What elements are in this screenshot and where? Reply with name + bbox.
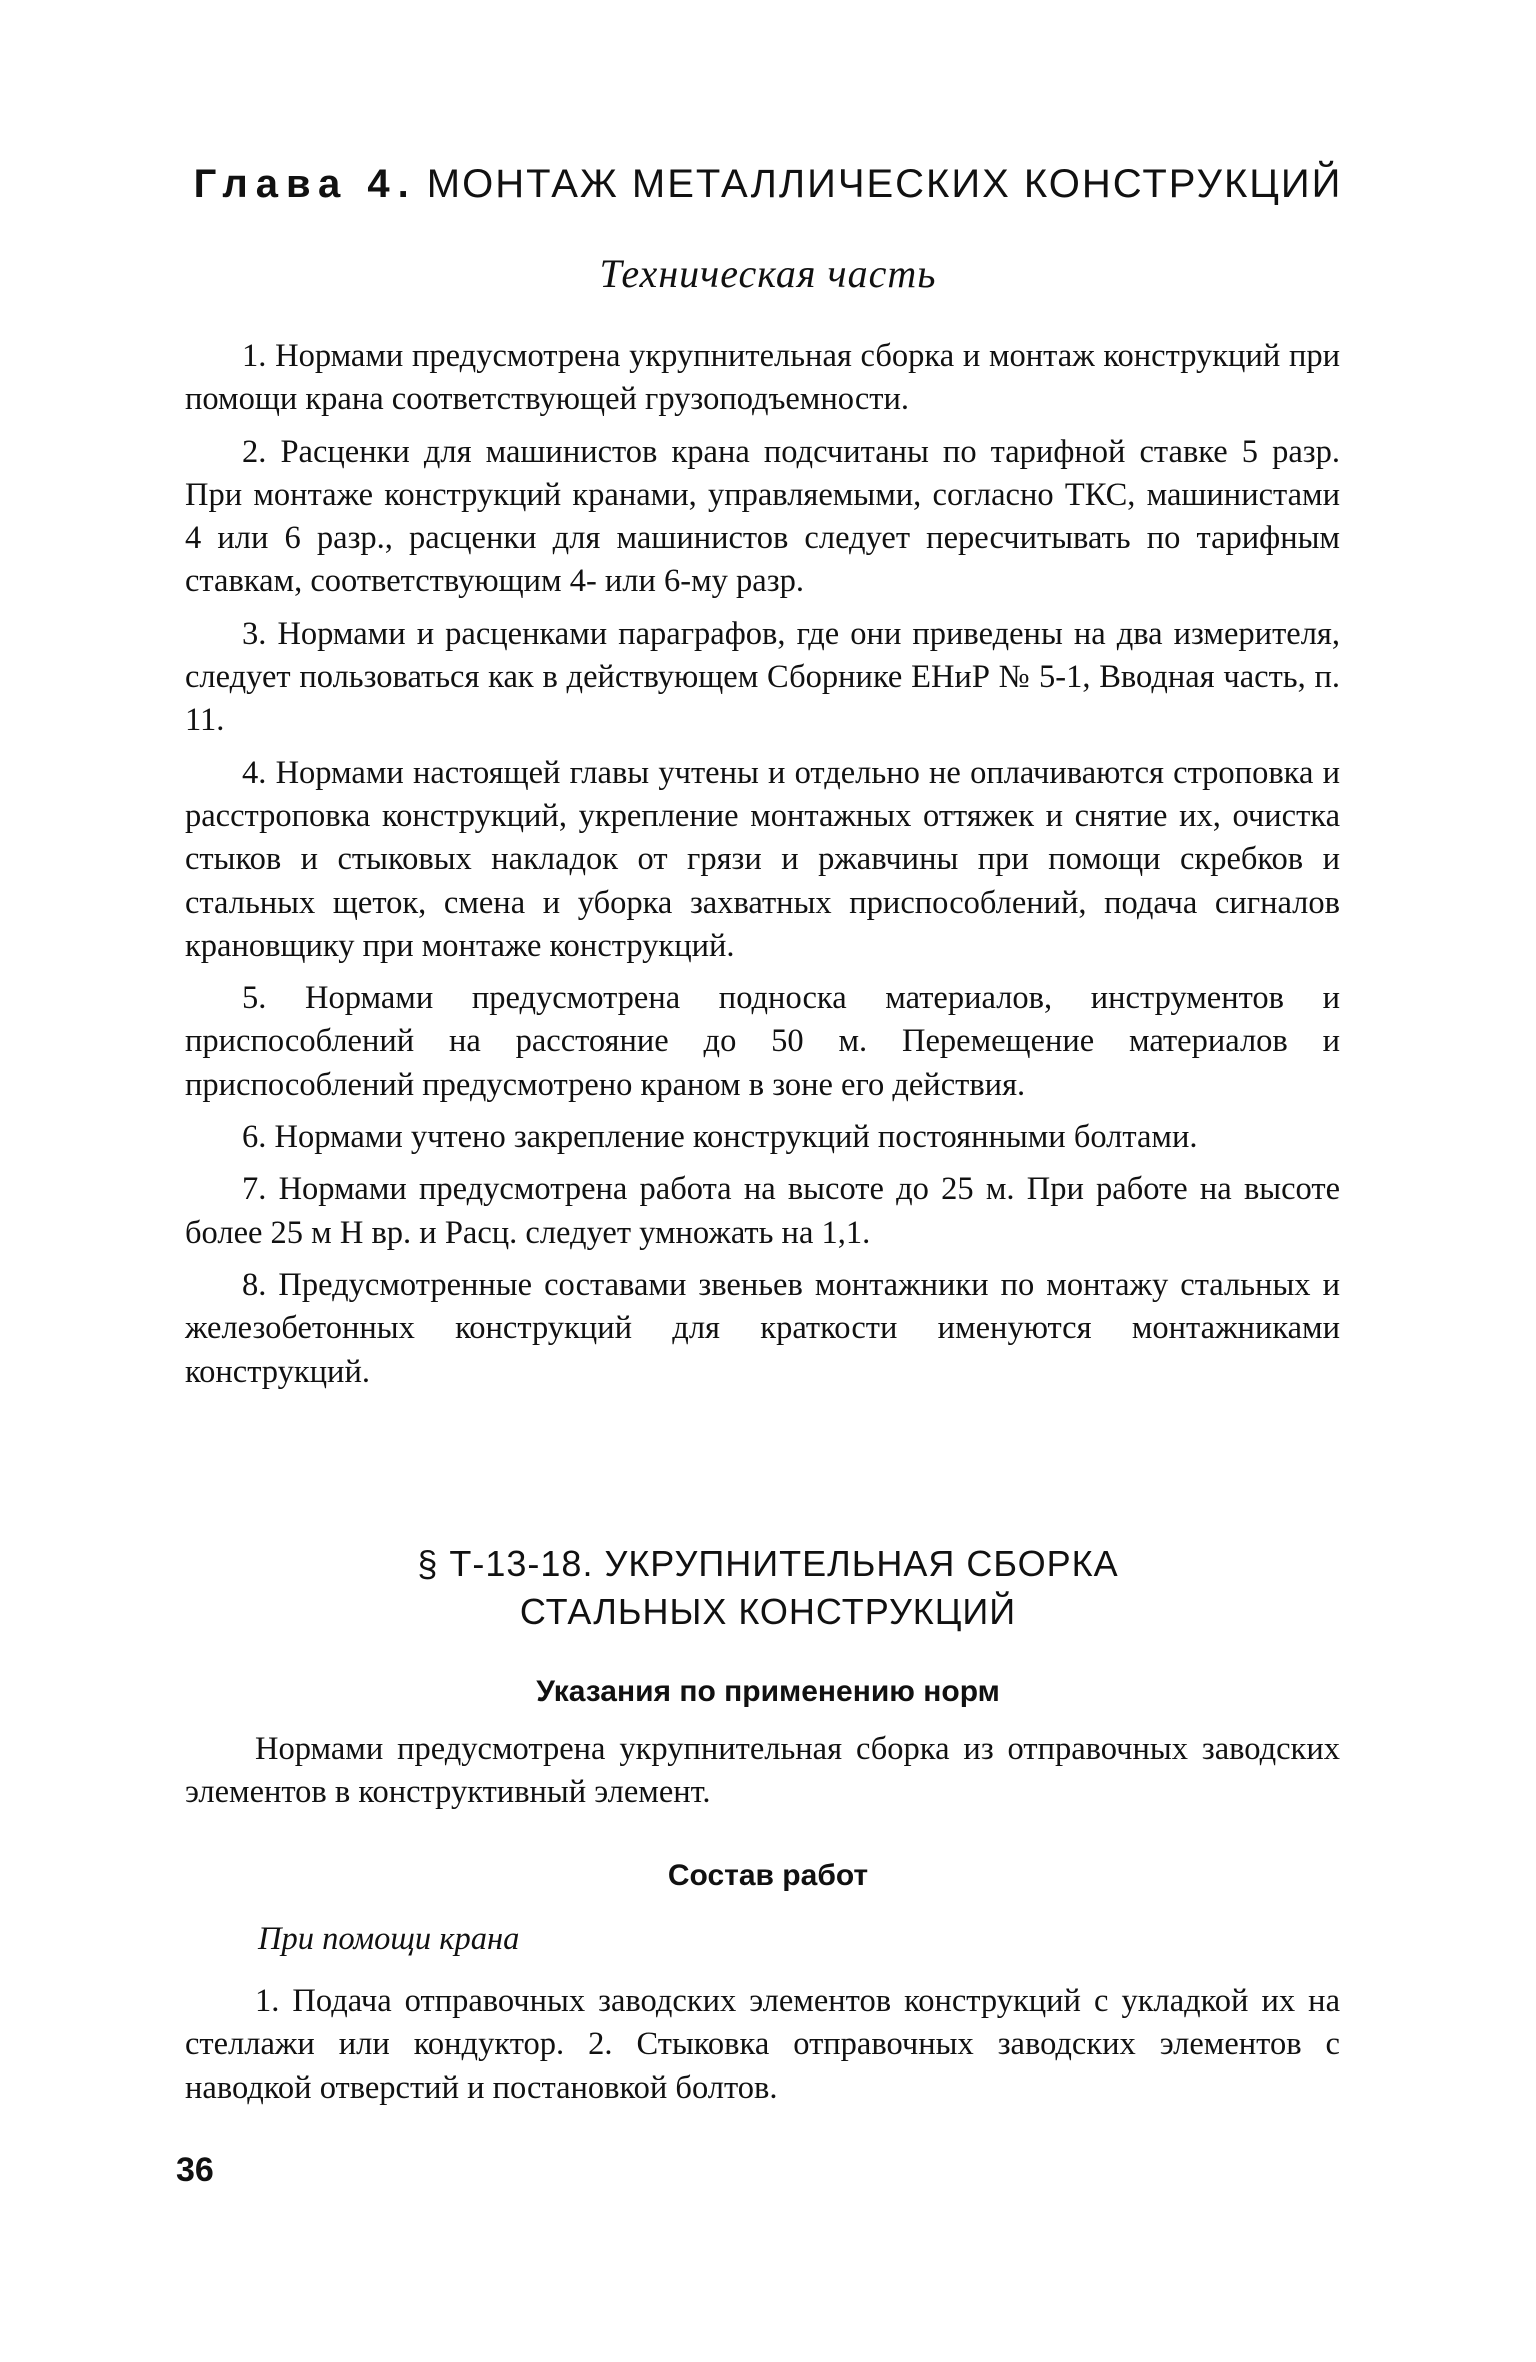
chapter-name: МОНТАЖ МЕТАЛЛИЧЕСКИХ КОНСТРУКЦИЙ [426,162,1343,206]
page-number: 36 [176,2151,214,2189]
chapter-label: Глава 4. [193,162,417,206]
paragraph-1: 1. Нормами предусмотрена укрупнительная сборка и монтаж конструкций при помощи крана соответствующей грузоподъемности. [185,338,1340,418]
works-subheading: При помощи крана [258,1921,520,1957]
works-text: 1. Подача отправочных заводских элементов конструкций с укладкой их на стеллажи или кондуктор. 2. Стыковка отправочных заводских элементов с наводкой отверстий и постановкой болтов. [185,1983,1340,2106]
paragraph-8: 8. Предусмотренные составами звеньев монтажники по монтажу стальных и железобетонных конструкций для краткости именуются монтажниками конструкций. [185,1266,1340,1390]
paragraph-2: 2. Расценки для машинистов крана подсчитаны по тарифной ставке 5 разр. При монтаже конструкций кранами, управляемыми, согласно ТКС, машинистами 4 или 6 разр., расценки для машинистов следует пересчитывать по тарифным ставкам, соответствующим 4- или 6-му разр. [185,433,1340,600]
section-title [0,1540,1536,1636]
works-heading: Состав работ [667,1859,869,1892]
section-title-line-2: СТАЛЬНЫХ КОНСТРУКЦИЙ [519,1591,1017,1632]
section-title-line-1: § Т-13-18. УКРУПНИТЕЛЬНАЯ СБОРКА [417,1543,1119,1584]
paragraph-7: 7. Нормами предусмотрена работа на высоте до 25 м. При работе на высоте более 25 м Н вр. и Расц. следует умножать на 1,1. [185,1171,1340,1251]
chapter-title [0,160,1536,208]
instructions-text: Нормами предусмотрена укрупнительная сборка из отправочных заводских элементов в конструктивный элемент. [185,1731,1340,1811]
technical-part-body [185,335,1340,1403]
instructions-heading: Указания по применению норм [536,1675,1000,1708]
paragraph-3: 3. Нормами и расценками параграфов, где они приведены на два измерителя, следует пользоваться как в действующем Сборнике ЕНиР № 5-1, Вводная часть, п. 11. [185,615,1340,739]
section-subtitle: Техническая часть [599,251,937,296]
paragraph-4: 4. Нормами настоящей главы учтены и отдельно не оплачиваются строповка и расстроповка конструкций, укрепление монтажных оттяжек и снятие их, очистка стыков и стыковых накладок от грязи и ржавчины при помощи скребков и стальных щеток, смена и уборка захватных приспособлений, подача сигналов крановщику при монтаже конструкций. [185,754,1340,964]
paragraph-5: 5. Нормами предусмотрена подноска материалов, инструментов и приспособлений на расстояние до 50 м. Перемещение материалов и приспособлений предусмотрено краном в зоне его действия. [185,980,1340,1103]
paragraph-6: 6. Нормами учтено закрепление конструкций постоянными болтами. [242,1119,1198,1156]
